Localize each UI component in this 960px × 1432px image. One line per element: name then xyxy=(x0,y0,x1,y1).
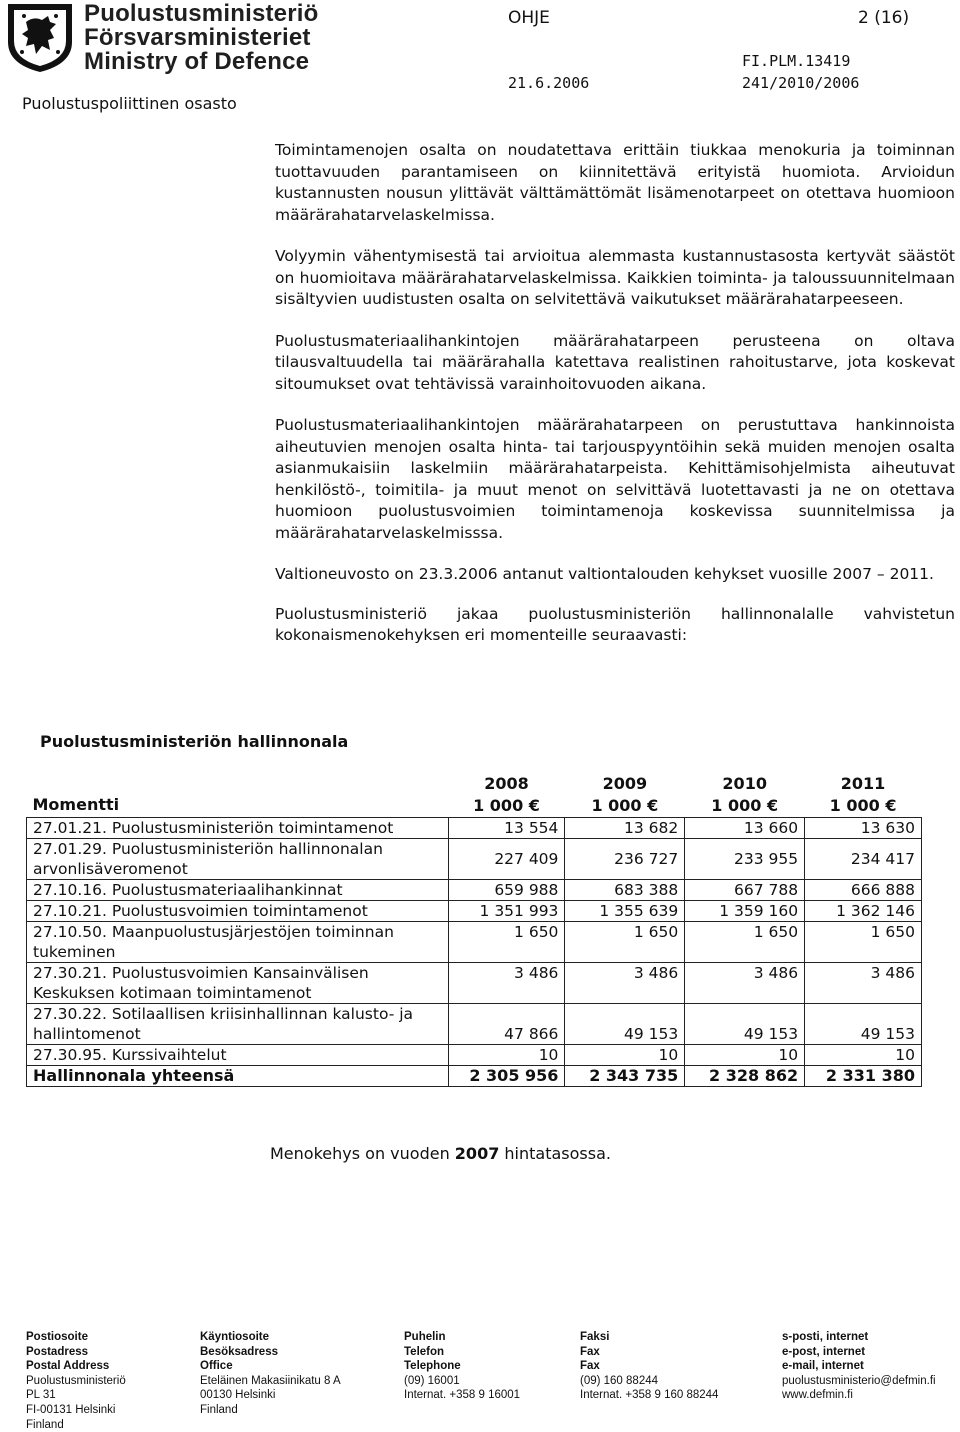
cell-value: 3 486 xyxy=(448,963,565,1004)
paragraph: Valtioneuvosto on 23.3.2006 antanut valtiontalouden kehykset vuosille 2007 – 2011. xyxy=(275,565,934,583)
footer-line: PL 31 xyxy=(26,1389,56,1402)
table-total-row xyxy=(27,1066,922,1087)
row-label: 27.01.21. Puolustusministeriön toimintamenot xyxy=(27,818,449,839)
cell-value: 10 xyxy=(448,1045,565,1066)
paragraph: Volyymin vähentymisestä tai arvioitua alemmasta kustannustasosta kertyvät säästöt on huomioitava määrärahatarvelaskelmissa. Kaikkien toiminta- ja taloussuunnitelmaan sisältyvien uudistusten osalta on selvitettävä vaikutukset määrärahatarpeeseen. xyxy=(275,247,955,308)
paragraph: Puolustusmateriaalihankintojen määrärahatarpeen on perustuttava hankinnoista aiheutuvien menojen osalta hinta- tai tarjouspyyntöihin sekä muiden menojen osalta asianmukaisiin laskelmiin määrärahatarpeista. Kehittämisohjelmista aiheutuvat henkilöstö-, toimitila- ja muut menot on selvittävä luotettavasti ja ne on otettava huomioon puolustusvoimien toimintamenoja koskevissa suunnitelmissa ja määrärahatarvelaskelmisssa. xyxy=(275,416,955,542)
footer-email xyxy=(782,1330,936,1403)
year-label: 2010 xyxy=(722,774,767,793)
cell-value: 1 351 993 xyxy=(448,901,565,922)
cell-value: 1 650 xyxy=(448,922,565,963)
cell-value: 234 417 xyxy=(805,839,922,880)
footer-line: Eteläinen Makasiinikatu 8 A xyxy=(200,1374,341,1387)
footer-line: (09) 16001 xyxy=(404,1374,460,1387)
cell-value: 13 630 xyxy=(805,818,922,839)
cell-value: 1 359 160 xyxy=(685,901,805,922)
year-label: 2009 xyxy=(602,774,648,793)
cell-value: 1 650 xyxy=(565,922,685,963)
coat-of-arms-logo xyxy=(4,2,76,74)
footer-line: Internat. +358 9 160 88244 xyxy=(580,1389,719,1402)
cell-value: 666 888 xyxy=(805,880,922,901)
total-value: 2 331 380 xyxy=(805,1066,922,1087)
footer-line: Internat. +358 9 16001 xyxy=(404,1389,521,1402)
column-header-year xyxy=(805,773,922,818)
table-header-row xyxy=(27,773,922,818)
table-row xyxy=(27,818,922,839)
cell-value: 683 388 xyxy=(565,880,685,901)
row-label: 27.10.16. Puolustusmateriaalihankinnat xyxy=(27,880,449,901)
cell-value: 49 153 xyxy=(805,1004,922,1045)
cell-value: 47 866 xyxy=(448,1004,565,1045)
footer-web-link[interactable]: www.defmin.fi xyxy=(782,1389,853,1402)
unit-label: 1 000 € xyxy=(711,796,779,815)
footer-line: Finland xyxy=(200,1403,238,1416)
total-value: 2 328 862 xyxy=(685,1066,805,1087)
row-label: 27.10.50. Maanpuolustusjärjestöjen toiminnan tukeminen xyxy=(27,922,449,963)
footer-line: Puolustusministeriö xyxy=(26,1374,126,1387)
footer-email-link[interactable]: puolustusministerio@defmin.fi xyxy=(782,1374,936,1387)
footer-heading: Fax xyxy=(580,1360,600,1373)
column-header-momentti: Momentti xyxy=(32,795,120,814)
ministry-name xyxy=(84,2,319,74)
paragraph: Toimintamenojen osalta on noudatettava erittäin tiukkaa menokuria ja toiminnan tuottavuuden parantamiseen on kiinnitettävä erityistä huomiota. Arvioidun kustannusten nousun ylittävät välttämättömät lisämenotarpeet on otettava huomioon määrärahatarvelaskelmissa. xyxy=(275,141,955,224)
footer-fax xyxy=(580,1330,718,1403)
footer-heading: Käyntiosoite xyxy=(200,1331,270,1343)
document-number: 241/2010/2006 xyxy=(742,74,860,92)
footer-heading: s-posti, internet xyxy=(782,1331,869,1343)
unit-label: 1 000 € xyxy=(591,796,659,815)
cell-value: 1 650 xyxy=(685,922,805,963)
ministry-name-fi: Puolustusministeriö xyxy=(84,0,319,27)
row-label: 27.30.21. Puolustusvoimien Kansainvälisen Keskuksen kotimaan toimintamenot xyxy=(27,963,449,1004)
budget-table xyxy=(26,773,922,1087)
cell-value: 3 486 xyxy=(565,963,685,1004)
year-label: 2008 xyxy=(484,774,529,793)
department-name: Puolustuspoliittinen osasto xyxy=(22,94,237,113)
cell-value: 10 xyxy=(805,1045,922,1066)
note-year: 2007 xyxy=(454,1144,500,1163)
body-text xyxy=(275,140,955,667)
page-number: 2 (16) xyxy=(858,8,910,28)
cell-value: 3 486 xyxy=(685,963,805,1004)
column-header-year xyxy=(448,773,565,818)
table-row xyxy=(27,1045,922,1066)
unit-label: 1 000 € xyxy=(829,796,897,815)
footer-heading: e-post, internet xyxy=(782,1345,866,1358)
cell-value: 13 554 xyxy=(448,818,565,839)
year-label: 2011 xyxy=(840,774,886,793)
total-value: 2 343 735 xyxy=(565,1066,685,1087)
footer-heading: Office xyxy=(200,1360,233,1373)
document-type: OHJE xyxy=(508,8,550,28)
table-row xyxy=(27,880,922,901)
footer-heading: Postiosoite xyxy=(26,1331,88,1343)
cell-value: 1 362 146 xyxy=(805,901,922,922)
document-reference: FI.PLM.13419 xyxy=(742,52,851,70)
footer-heading: Postadress xyxy=(26,1345,89,1358)
total-value: 2 305 956 xyxy=(448,1066,565,1087)
row-label: 27.30.22. Sotilaallisen kriisinhallinnan kalusto- ja hallintomenot xyxy=(27,1004,449,1045)
paragraph: Puolustusmateriaalihankintojen määrärahatarpeen perusteena on oltava tilausvaltuudella tai määrärahalla katettava realistinen rahoitustarve, jota koskevat sitoumukset ovat tehtävissä varainhoitovuoden aikana. xyxy=(275,331,955,393)
cell-value: 233 955 xyxy=(685,839,805,880)
footer-heading: Telephone xyxy=(404,1360,461,1373)
document-date: 21.6.2006 xyxy=(508,74,590,92)
table-row xyxy=(27,922,922,963)
note-text: hintatasossa. xyxy=(499,1144,611,1163)
table-row xyxy=(27,963,922,1004)
footer-line: (09) 160 88244 xyxy=(580,1374,659,1387)
row-label: 27.01.29. Puolustusministeriön hallinnonalan arvonlisäveromenot xyxy=(27,839,449,880)
footer-heading: Besöksadress xyxy=(200,1345,278,1358)
footer-heading: e-mail, internet xyxy=(782,1360,864,1373)
column-header-year xyxy=(685,773,805,818)
ministry-name-sv: Försvarsministeriet xyxy=(84,24,311,51)
cell-value: 667 788 xyxy=(685,880,805,901)
paragraph: Puolustusministeriö jakaa puolustusministeriön hallinnonalalle vahvistetun kokonaismenokehyksen eri momenteille seuraavasti: xyxy=(275,604,955,644)
footer-heading: Postal Address xyxy=(26,1360,110,1373)
footer-line: 00130 Helsinki xyxy=(200,1389,276,1402)
row-label: 27.30.95. Kurssivaihtelut xyxy=(27,1045,449,1066)
table-row xyxy=(27,839,922,880)
footer-visiting-address xyxy=(200,1330,341,1418)
cell-value: 13 682 xyxy=(565,818,685,839)
unit-label: 1 000 € xyxy=(473,796,540,815)
footer-postal-address xyxy=(26,1330,126,1432)
cell-value: 49 153 xyxy=(565,1004,685,1045)
footer-heading: Fax xyxy=(580,1345,600,1358)
note-text: Menokehys on vuoden xyxy=(270,1144,455,1163)
column-header-year xyxy=(565,773,685,818)
cell-value: 49 153 xyxy=(685,1004,805,1045)
footer-line: Finland xyxy=(26,1418,64,1431)
cell-value: 227 409 xyxy=(448,839,565,880)
footer-heading: Telefon xyxy=(404,1345,445,1358)
row-label: 27.10.21. Puolustusvoimien toimintamenot xyxy=(27,901,449,922)
total-label: Hallinnonala yhteensä xyxy=(27,1066,449,1087)
footer-heading: Faksi xyxy=(580,1331,610,1343)
cell-value: 236 727 xyxy=(565,839,685,880)
ministry-name-en: Ministry of Defence xyxy=(84,48,310,75)
footer-phone xyxy=(404,1330,520,1403)
cell-value: 10 xyxy=(685,1045,805,1066)
cell-value: 1 650 xyxy=(805,922,922,963)
cell-value: 1 355 639 xyxy=(565,901,685,922)
cell-value: 10 xyxy=(565,1045,685,1066)
footer-line: FI-00131 Helsinki xyxy=(26,1403,116,1416)
table-row xyxy=(27,901,922,922)
cell-value: 13 660 xyxy=(685,818,805,839)
table-row xyxy=(27,1004,922,1045)
cell-value: 3 486 xyxy=(805,963,922,1004)
side-heading: Puolustusministeriön hallinnonala xyxy=(40,732,349,751)
footer-heading: Puhelin xyxy=(404,1331,446,1343)
cell-value: 659 988 xyxy=(448,880,565,901)
price-level-note xyxy=(270,1144,611,1163)
